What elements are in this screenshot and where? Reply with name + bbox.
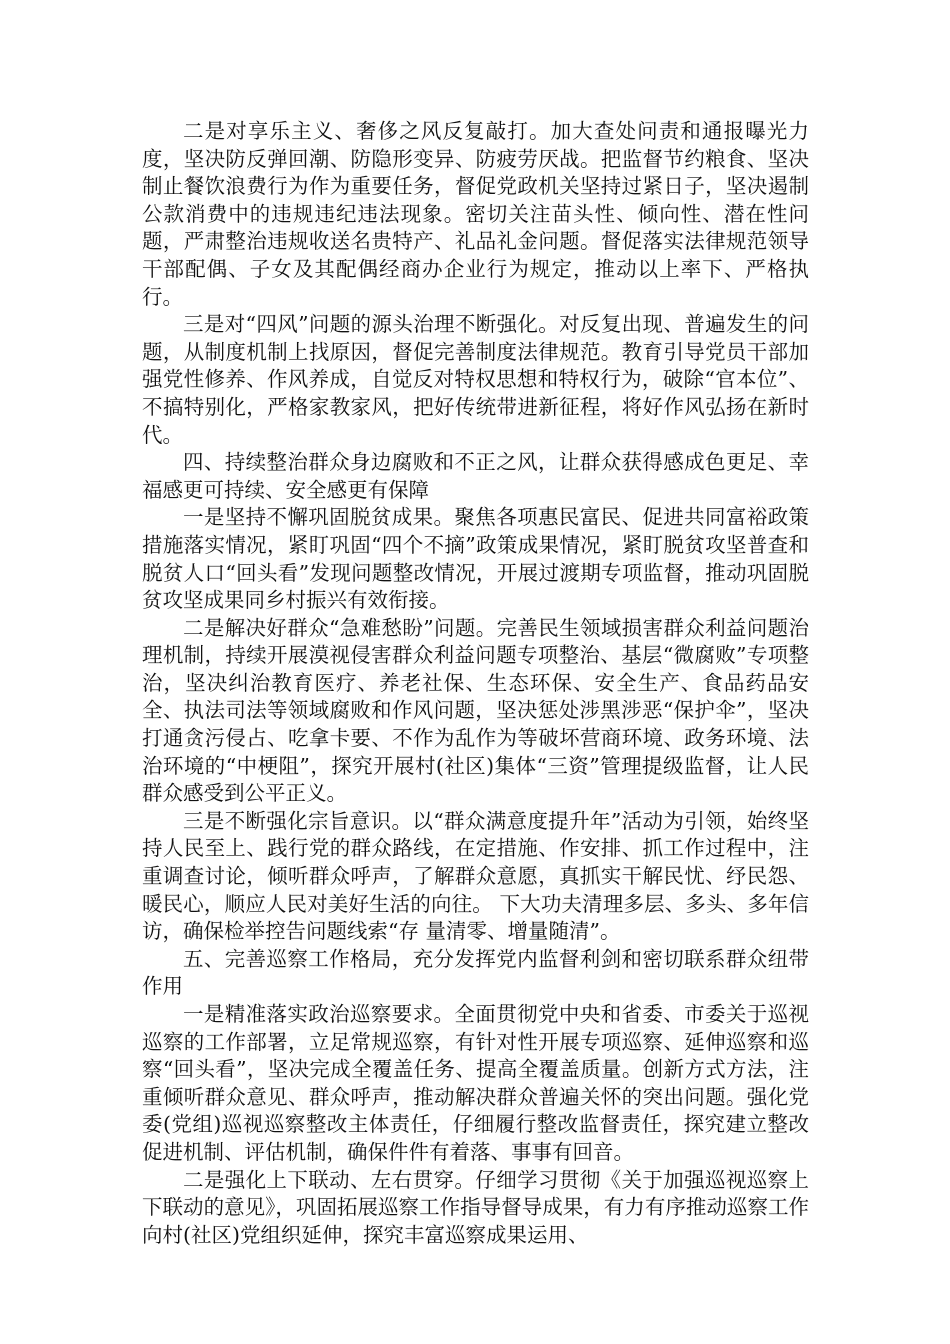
document-body [142, 118, 809, 1249]
paragraph-5: 三是不断强化宗旨意识。以“群众满意度提升年”活动为引领，始终坚持人民至上、践行党的群众路线，在定措施、作安排、抓工作过程中，注重调查讨论，倾听群众呼声，了解群众意愿，真抓实干解民忧、纾民怨、暖民心，顺应人民对美好生活的向往。 下大功夫清理多层、多头、多年信访，确保检举控告问题线索“存 量清零、增量随清”。 [142, 808, 809, 944]
paragraph-3: 一是坚持不懈巩固脱贫成果。聚焦各项惠民富民、促进共同富裕政策措施落实情况，紧盯巩固“四个不摘”政策成果情况，紧盯脱贫攻坚普查和脱贫人口“回头看”发现问题整改情况，开展过渡期专项监督，推动巩固脱贫攻坚成果同乡村振兴有效衔接。 [142, 505, 809, 613]
section-heading-5: 五、完善巡察工作格局，充分发挥党内监督利剑和密切联系群众纽带作用 [142, 946, 809, 999]
section-heading-4: 四、持续整治群众身边腐败和不正之风，让群众获得感成色更足、幸福感更可持续、安全感更有保障 [142, 450, 809, 502]
paragraph-2: 三是对“四风”问题的源头治理不断强化。对反复出现、普遍发生的问题，从制度机制上找原因，督促完善制度法律规范。教育引导党员干部加强党性修养、作风养成，自觉反对特权思想和特权行为，破除“官本位”、不搞特别化，严格家教家风，把好传统带进新征程，将好作风弘扬在新时代。 [142, 312, 809, 447]
paragraph-4: 二是解决好群众“急难愁盼”问题。完善民生领域损害群众利益问题治理机制，持续开展漠视侵害群众利益问题专项整治、基层“微腐败”专项整治，坚决纠治教育医疗、养老社保、生态环保、安全生产、食品药品安全、执法司法等领域腐败和作风问题，坚决惩处涉黑涉恶“保护伞”，坚决打通贪污侵占、吃拿卡要、不作为乱作为等破坏营商环境、政务环境、法治环境的“中梗阻”，探究开展村(社区)集体“三资”管理提级监督，让人民群众感受到公平正义。 [142, 615, 809, 806]
paragraph-6: 一是精准落实政治巡察要求。全面贯彻党中央和省委、市委关于巡视巡察的工作部署，立足常规巡察，有针对性开展专项巡察、延伸巡察和巡察“回头看”，坚决完成全覆盖任务、提高全覆盖质量。创新方式方法，注重倾听群众意见、群众呼声，推动解决群众普遍关怀的突出问题。强化党委(党组)巡视巡察整改主体责任，仔细履行整改监督责任，探究建立整改促进机制、评估机制，确保件件有着落、事事有回音。 [142, 1002, 809, 1164]
paragraph-7: 二是强化上下联动、左右贯穿。仔细学习贯彻《关于加强巡视巡察上下联动的意见》，巩固拓展巡察工作指导督导成果，有力有序推动巡察工作向村(社区)党组织延伸，探究丰富巡察成果运用、 [142, 1167, 809, 1247]
paragraph-1: 二是对享乐主义、奢侈之风反复敲打。加大查处问责和通报曝光力度，坚决防反弹回潮、防隐形变异、防疲劳厌战。把监督节约粮食、坚决制止餐饮浪费行为作为重要任务，督促党政机关坚持过紧日子，坚决遏制公款消费中的违规违纪违法现象。密切关注苗头性、倾向性、潜在性问题，严肃整治违规收送名贵特产、礼品礼金问题。督促落实法律规范领导干部配偶、子女及其配偶经商办企业行为规定，推动以上率下、严格执行。 [142, 119, 809, 309]
